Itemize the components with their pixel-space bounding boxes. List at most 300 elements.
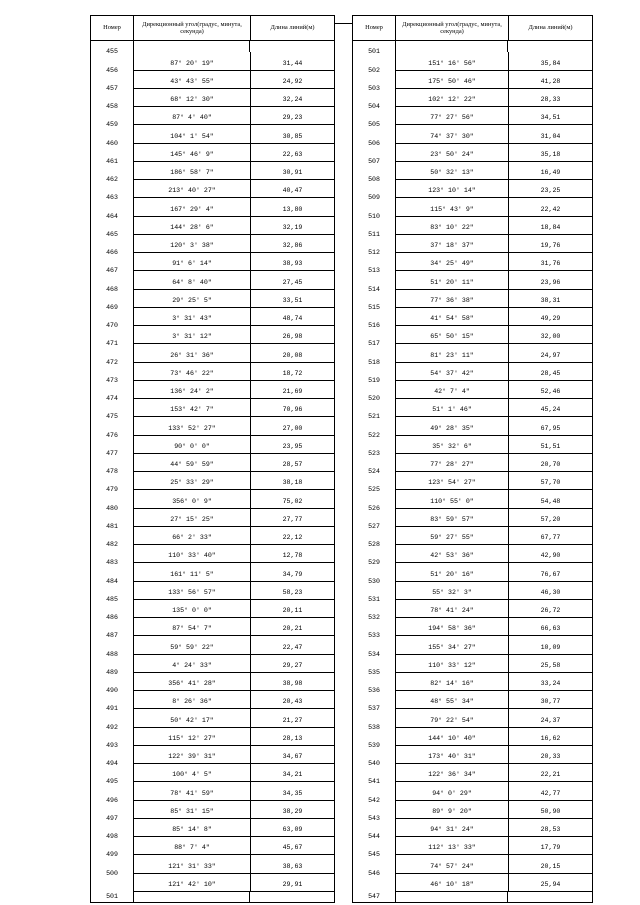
length-value: 25,94 xyxy=(540,880,561,888)
length-cell xyxy=(250,874,334,892)
length-cell xyxy=(508,472,592,490)
length-cell xyxy=(250,819,334,837)
length-cell xyxy=(508,180,592,198)
length-cell xyxy=(250,509,334,527)
angle-value: 50° 32′ 13″ xyxy=(430,169,474,177)
length-cell xyxy=(250,764,334,782)
angle-value: 46° 10′ 18″ xyxy=(430,880,474,888)
table-header xyxy=(353,16,592,41)
length-value: 34,51 xyxy=(540,114,561,122)
length-value: 18,84 xyxy=(540,223,561,231)
length-value: 29,27 xyxy=(282,661,303,669)
length-cell xyxy=(250,472,334,490)
length-cell xyxy=(508,709,592,727)
length-cell xyxy=(508,837,592,855)
length-value: 63,09 xyxy=(282,826,303,834)
angle-cell xyxy=(395,180,508,198)
length-value: 28,13 xyxy=(282,734,303,742)
angle-value: 89° 9′ 20″ xyxy=(432,807,472,815)
angle-value: 122° 39′ 31″ xyxy=(168,753,216,761)
point-number: 511 xyxy=(353,231,395,239)
angle-value: 42° 7′ 4″ xyxy=(434,388,470,396)
length-cell xyxy=(508,217,592,235)
length-value: 20,43 xyxy=(282,698,303,706)
length-value: 32,86 xyxy=(282,242,303,250)
length-cell xyxy=(508,618,592,636)
number-cell xyxy=(91,869,133,892)
point-number: 516 xyxy=(353,322,395,330)
length-cell xyxy=(250,582,334,600)
angle-value: 85° 31′ 15″ xyxy=(170,807,214,815)
point-number: 541 xyxy=(353,778,395,786)
point-number: 463 xyxy=(91,194,133,202)
length-value: 57,70 xyxy=(540,479,561,487)
angle-value: 213° 40′ 27″ xyxy=(168,187,216,195)
angle-cell xyxy=(395,527,508,545)
point-number: 502 xyxy=(353,67,395,75)
length-cell xyxy=(250,436,334,454)
length-cell xyxy=(508,636,592,654)
angle-cell xyxy=(395,746,508,764)
length-value: 24,92 xyxy=(282,77,303,85)
angle-cell xyxy=(395,801,508,819)
length-value: 22,63 xyxy=(282,150,303,158)
angle-cell xyxy=(395,582,508,600)
length-value: 28,45 xyxy=(540,369,561,377)
table-row xyxy=(91,869,334,892)
angle-value: 54° 37′ 42″ xyxy=(430,369,474,377)
length-cell xyxy=(508,271,592,289)
length-value: 32,24 xyxy=(282,96,303,104)
point-number: 514 xyxy=(353,286,395,294)
point-number: 482 xyxy=(91,541,133,549)
length-value: 22,42 xyxy=(540,205,561,213)
length-value: 50,90 xyxy=(540,807,561,815)
length-cell xyxy=(508,728,592,746)
angle-value: 133° 52′ 27″ xyxy=(168,424,216,432)
angle-value: 144° 28′ 6″ xyxy=(170,223,214,231)
length-cell xyxy=(250,454,334,472)
point-number: 544 xyxy=(353,833,395,841)
angle-value: 88° 7′ 4″ xyxy=(174,844,210,852)
angle-value: 121° 42′ 10″ xyxy=(168,880,216,888)
angle-cell xyxy=(133,399,250,417)
angle-cell xyxy=(395,454,508,472)
point-number: 523 xyxy=(353,450,395,458)
angle-value: 175° 50′ 46″ xyxy=(428,77,476,85)
point-number: 476 xyxy=(91,432,133,440)
angle-value: 194° 58′ 36″ xyxy=(428,625,476,633)
angle-cell xyxy=(395,655,508,673)
angle-value: 123° 10′ 14″ xyxy=(428,187,476,195)
angle-cell xyxy=(395,217,508,235)
point-number: 518 xyxy=(353,359,395,367)
length-cell xyxy=(250,728,334,746)
length-cell xyxy=(250,235,334,253)
angle-cell xyxy=(133,600,250,618)
point-number: 503 xyxy=(353,85,395,93)
angle-value: 173° 40′ 31″ xyxy=(428,753,476,761)
length-value: 66,63 xyxy=(540,625,561,633)
point-number: 462 xyxy=(91,176,133,184)
length-value: 38,29 xyxy=(282,807,303,815)
angle-value: 41° 54′ 58″ xyxy=(430,315,474,323)
angle-value: 23° 50′ 24″ xyxy=(430,150,474,158)
angle-cell xyxy=(133,326,250,344)
angle-value: 123° 54′ 27″ xyxy=(428,479,476,487)
angle-cell xyxy=(133,563,250,581)
table-tail-row xyxy=(353,892,592,902)
point-number: 520 xyxy=(353,395,395,403)
angle-cell xyxy=(395,71,508,89)
point-number: 466 xyxy=(91,249,133,257)
length-cell xyxy=(250,363,334,381)
length-value: 17,79 xyxy=(540,844,561,852)
angle-value: 121° 31′ 33″ xyxy=(168,862,216,870)
length-value: 38,98 xyxy=(282,680,303,688)
length-value: 30,77 xyxy=(540,698,561,706)
point-number: 531 xyxy=(353,596,395,604)
length-cell xyxy=(250,399,334,417)
point-number: 465 xyxy=(91,231,133,239)
angle-value: 151° 16′ 56″ xyxy=(428,59,476,67)
length-value: 22,12 xyxy=(282,534,303,542)
angle-value: 50° 42′ 17″ xyxy=(170,716,214,724)
table-tail-row xyxy=(91,892,334,902)
angle-value: 186° 58′ 7″ xyxy=(170,169,214,177)
length-cell xyxy=(508,162,592,180)
angle-value: 73° 46′ 22″ xyxy=(170,369,214,377)
point-number: 474 xyxy=(91,395,133,403)
length-value: 38,31 xyxy=(540,296,561,304)
angle-value: 122° 36′ 34″ xyxy=(428,771,476,779)
angle-cell xyxy=(133,235,250,253)
point-number: 522 xyxy=(353,432,395,440)
length-value: 16,49 xyxy=(540,169,561,177)
angle-cell xyxy=(133,782,250,800)
length-value: 13,80 xyxy=(282,205,303,213)
length-cell xyxy=(508,52,592,70)
length-value: 28,53 xyxy=(540,826,561,834)
point-number: 536 xyxy=(353,687,395,695)
angle-value: 115° 12′ 27″ xyxy=(168,734,216,742)
point-number: 492 xyxy=(91,724,133,732)
angle-cell xyxy=(133,125,250,143)
angle-value: 43° 43′ 55″ xyxy=(170,77,214,85)
angle-cell xyxy=(133,89,250,107)
point-number: 470 xyxy=(91,322,133,330)
angle-cell xyxy=(395,290,508,308)
angle-value: 48° 55′ 34″ xyxy=(430,698,474,706)
length-cell xyxy=(508,764,592,782)
length-cell xyxy=(250,217,334,235)
point-number: 532 xyxy=(353,614,395,622)
length-cell xyxy=(508,144,592,162)
angle-value: 112° 13′ 33″ xyxy=(428,844,476,852)
length-value: 54,48 xyxy=(540,497,561,505)
length-cell xyxy=(250,326,334,344)
length-cell xyxy=(250,837,334,855)
length-value: 46,30 xyxy=(540,588,561,596)
point-number: 486 xyxy=(91,614,133,622)
point-number: 475 xyxy=(91,413,133,421)
length-value: 29,23 xyxy=(282,114,303,122)
length-value: 28,33 xyxy=(540,96,561,104)
table-right xyxy=(352,15,593,903)
angle-value: 49° 28′ 35″ xyxy=(430,424,474,432)
point-number: 487 xyxy=(91,632,133,640)
angle-cell xyxy=(395,326,508,344)
point-number: 480 xyxy=(91,505,133,513)
length-value: 58,23 xyxy=(282,588,303,596)
angle-value: 81° 23′ 11″ xyxy=(430,351,474,359)
angle-cell xyxy=(133,308,250,326)
length-value: 38,63 xyxy=(282,862,303,870)
point-number: 519 xyxy=(353,377,395,385)
angle-cell xyxy=(133,253,250,271)
angle-cell xyxy=(133,691,250,709)
angle-value: 64° 8′ 40″ xyxy=(172,278,212,286)
length-cell xyxy=(508,563,592,581)
point-number: 542 xyxy=(353,797,395,805)
angle-value: 3° 31′ 43″ xyxy=(172,315,212,323)
point-number: 535 xyxy=(353,669,395,677)
angle-cell xyxy=(133,874,250,892)
point-number: 510 xyxy=(353,213,395,221)
point-number: 500 xyxy=(91,870,133,878)
length-cell xyxy=(508,198,592,216)
angle-value: 133° 56′ 57″ xyxy=(168,588,216,596)
length-cell xyxy=(508,417,592,435)
angle-cell xyxy=(133,582,250,600)
length-value: 20,21 xyxy=(282,625,303,633)
point-number: 529 xyxy=(353,559,395,567)
length-cell xyxy=(508,855,592,873)
length-value: 31,04 xyxy=(540,132,561,140)
header-length: Длина линий(м) xyxy=(250,16,334,40)
point-number: 546 xyxy=(353,870,395,878)
length-value: 34,35 xyxy=(282,789,303,797)
length-value: 24,97 xyxy=(540,351,561,359)
length-value: 75,02 xyxy=(282,497,303,505)
length-cell xyxy=(508,326,592,344)
length-cell xyxy=(250,545,334,563)
number-cell xyxy=(91,892,133,902)
point-number: 461 xyxy=(91,158,133,166)
angle-cell xyxy=(395,89,508,107)
length-cell xyxy=(508,819,592,837)
angle-cell xyxy=(395,107,508,125)
length-cell xyxy=(508,874,592,892)
angle-cell xyxy=(395,563,508,581)
point-number: 467 xyxy=(91,267,133,275)
angle-value: 59° 59′ 22″ xyxy=(170,643,214,651)
angle-value: 115° 43′ 9″ xyxy=(430,205,474,213)
length-cell xyxy=(508,308,592,326)
length-value: 34,79 xyxy=(282,570,303,578)
angle-value: 78° 41′ 59″ xyxy=(170,789,214,797)
angle-cell xyxy=(395,855,508,873)
table-header xyxy=(91,16,334,41)
length-cell xyxy=(250,71,334,89)
angle-cell xyxy=(133,746,250,764)
angle-value: 356° 41′ 28″ xyxy=(168,680,216,688)
angle-cell xyxy=(395,363,508,381)
angle-cell xyxy=(395,472,508,490)
point-number: 489 xyxy=(91,669,133,677)
point-number: 501 xyxy=(353,48,395,56)
angle-value: 110° 33′ 40″ xyxy=(168,552,216,560)
angle-cell xyxy=(395,436,508,454)
angle-cell xyxy=(395,874,508,892)
length-value: 20,11 xyxy=(282,607,303,615)
angle-cell xyxy=(133,709,250,727)
length-cell xyxy=(250,381,334,399)
angle-value: 66° 2′ 33″ xyxy=(172,534,212,542)
angle-value: 82° 14′ 16″ xyxy=(430,680,474,688)
length-cell xyxy=(250,709,334,727)
point-number: 543 xyxy=(353,815,395,823)
angle-cell xyxy=(133,107,250,125)
angle-cell xyxy=(395,308,508,326)
angle-cell xyxy=(395,235,508,253)
length-cell xyxy=(250,107,334,125)
length-value: 38,18 xyxy=(282,479,303,487)
angle-value: 51° 20′ 11″ xyxy=(430,278,474,286)
length-value: 27,77 xyxy=(282,515,303,523)
point-number: 530 xyxy=(353,578,395,586)
length-cell xyxy=(250,180,334,198)
length-cell xyxy=(250,89,334,107)
length-value: 30,91 xyxy=(282,169,303,177)
point-number: 490 xyxy=(91,687,133,695)
point-number: 478 xyxy=(91,468,133,476)
angle-value: 25° 33′ 29″ xyxy=(170,479,214,487)
angle-cell xyxy=(133,290,250,308)
angle-cell xyxy=(395,52,508,70)
point-number: 471 xyxy=(91,340,133,348)
angle-value: 51° 20′ 16″ xyxy=(430,570,474,578)
length-value: 28,57 xyxy=(282,461,303,469)
length-value: 22,21 xyxy=(540,771,561,779)
angle-cell xyxy=(133,728,250,746)
length-cell xyxy=(508,436,592,454)
point-number: 485 xyxy=(91,596,133,604)
length-value: 19,76 xyxy=(540,242,561,250)
length-cell xyxy=(508,381,592,399)
length-cell xyxy=(508,363,592,381)
point-number: 499 xyxy=(91,851,133,859)
point-number: 534 xyxy=(353,651,395,659)
angle-cell xyxy=(133,198,250,216)
header-number: Номер xyxy=(365,24,383,32)
angle-cell xyxy=(133,636,250,654)
length-value: 35,84 xyxy=(540,59,561,67)
angle-cell xyxy=(395,162,508,180)
length-cell xyxy=(250,344,334,362)
angle-cell xyxy=(395,691,508,709)
angle-value: 90° 0′ 0″ xyxy=(174,442,210,450)
number-cell xyxy=(353,892,395,902)
length-value: 42,77 xyxy=(540,789,561,797)
length-value: 21,69 xyxy=(282,388,303,396)
angle-value: 102° 12′ 22″ xyxy=(428,96,476,104)
point-number: 457 xyxy=(91,85,133,93)
length-cell xyxy=(508,344,592,362)
length-cell xyxy=(250,618,334,636)
angle-cell xyxy=(133,217,250,235)
angle-cell xyxy=(395,509,508,527)
angle-cell xyxy=(133,509,250,527)
length-value: 23,96 xyxy=(540,278,561,286)
length-cell xyxy=(508,454,592,472)
angle-value: 85° 14′ 8″ xyxy=(172,826,212,834)
angle-value: 51° 1′ 46″ xyxy=(432,406,472,414)
length-value: 38,93 xyxy=(282,260,303,268)
length-value: 20,15 xyxy=(540,862,561,870)
length-value: 16,62 xyxy=(540,734,561,742)
angle-value: 83° 59′ 57″ xyxy=(430,515,474,523)
angle-value: 100° 4′ 5″ xyxy=(172,771,212,779)
angle-value: 356° 0′ 9″ xyxy=(172,497,212,505)
angle-cell xyxy=(133,381,250,399)
angle-value: 135° 0′ 0″ xyxy=(172,607,212,615)
angle-value: 167° 29′ 4″ xyxy=(170,205,214,213)
angle-value: 68° 12′ 30″ xyxy=(170,96,214,104)
length-cell xyxy=(508,655,592,673)
length-cell xyxy=(250,290,334,308)
angle-cell xyxy=(133,454,250,472)
length-cell xyxy=(250,782,334,800)
length-value: 70,96 xyxy=(282,406,303,414)
angle-value: 87° 4′ 40″ xyxy=(172,114,212,122)
header-angle: Дирекционный угол(градус, минута, секунда) xyxy=(133,16,250,40)
angle-cell xyxy=(133,363,250,381)
length-value: 25,58 xyxy=(540,661,561,669)
length-cell xyxy=(250,52,334,70)
length-value: 12,78 xyxy=(282,552,303,560)
table-row xyxy=(353,869,592,892)
angle-value: 161° 11′ 5″ xyxy=(170,570,214,578)
point-number: 495 xyxy=(91,778,133,786)
point-number: 521 xyxy=(353,413,395,421)
length-cell xyxy=(250,308,334,326)
length-cell xyxy=(508,235,592,253)
length-cell xyxy=(250,691,334,709)
angle-cell xyxy=(133,655,250,673)
length-value: 32,00 xyxy=(540,333,561,341)
length-value: 24,37 xyxy=(540,716,561,724)
point-number: 477 xyxy=(91,450,133,458)
length-value: 35,18 xyxy=(540,150,561,158)
angle-value: 87° 20′ 19″ xyxy=(170,59,214,67)
length-value: 20,08 xyxy=(282,351,303,359)
length-cell xyxy=(508,691,592,709)
angle-cell xyxy=(395,673,508,691)
angle-value: 155° 34′ 27″ xyxy=(428,643,476,651)
angle-cell xyxy=(133,52,250,70)
length-value: 21,27 xyxy=(282,716,303,724)
angle-value: 136° 24′ 2″ xyxy=(170,388,214,396)
length-value: 23,25 xyxy=(540,187,561,195)
length-value: 33,24 xyxy=(540,680,561,688)
point-number: 540 xyxy=(353,760,395,768)
angle-cell xyxy=(133,344,250,362)
angle-value: 94° 31′ 24″ xyxy=(430,826,474,834)
point-number: 507 xyxy=(353,158,395,166)
length-cell xyxy=(250,527,334,545)
length-value: 48,74 xyxy=(282,315,303,323)
